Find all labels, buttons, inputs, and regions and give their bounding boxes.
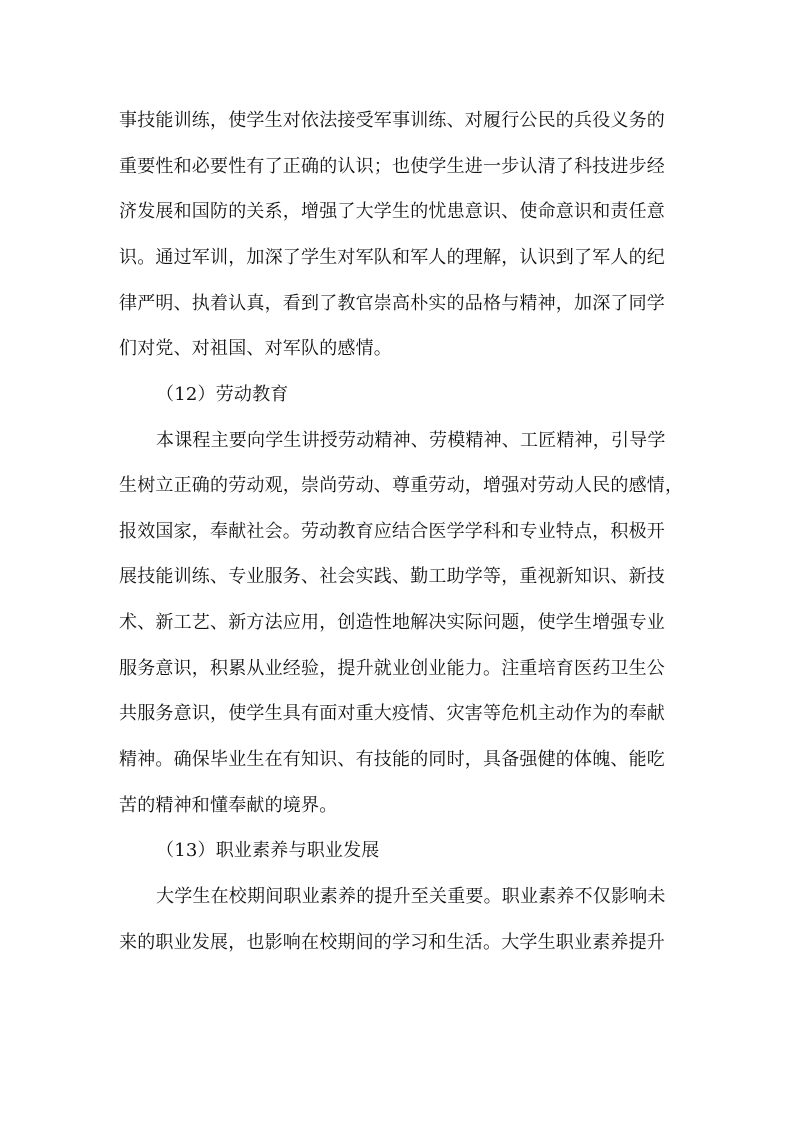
text-line: 重要性和必要性有了正确的认识；也使学生进一步认清了科技进步经 xyxy=(119,156,665,177)
text-line: 术、新工艺、新方法应用，创造性地解决实际问题，使学生增强专业 xyxy=(119,612,665,633)
text-line: 共服务意识，使学生具有面对重大疫情、灾害等危机主动作为的奉献 xyxy=(119,703,665,724)
text-line: 展技能训练、专业服务、社会实践、勤工助学等，重视新知识、新技 xyxy=(119,566,665,587)
text-line: 识。通过军训，加深了学生对军队和军人的理解，认识到了军人的纪 xyxy=(119,247,665,268)
section-heading-13: （13）职业素养与职业发展 xyxy=(156,840,380,861)
text-line: 报效国家，奉献社会。劳动教育应结合医学学科和专业特点，积极开 xyxy=(119,521,665,542)
text-line: 来的职业发展，也影响在校期间的学习和生活。大学生职业素养提升 xyxy=(119,932,665,953)
text-line: 服务意识，积累从业经验，提升就业创业能力。注重培育医药卫生公 xyxy=(119,658,665,679)
text-line: 精神。确保毕业生在有知识、有技能的同时，具备强健的体魄、能吃 xyxy=(119,749,665,770)
text-line: 律严明、执着认真，看到了教官崇高朴实的品格与精神，加深了同学 xyxy=(119,293,665,314)
text-line: 们对党、对祖国、对军队的感情。 xyxy=(119,338,392,359)
text-line: 济发展和国防的关系，增强了大学生的忧患意识、使命意识和责任意 xyxy=(119,201,665,222)
text-line: 生树立正确的劳动观，崇尚劳动、尊重劳动，增强对劳动人民的感情， xyxy=(119,475,684,496)
text-line: 本课程主要向学生讲授劳动精神、劳模精神、工匠精神，引导学 xyxy=(156,430,666,451)
text-line: 事技能训练，使学生对依法接受军事训练、对履行公民的兵役义务的 xyxy=(119,110,665,131)
section-heading-12: （12）劳动教育 xyxy=(156,384,289,405)
text-line: 苦的精神和懂奉献的境界。 xyxy=(119,795,338,816)
text-line: 大学生在校期间职业素养的提升至关重要。职业素养不仅影响未 xyxy=(156,886,666,907)
